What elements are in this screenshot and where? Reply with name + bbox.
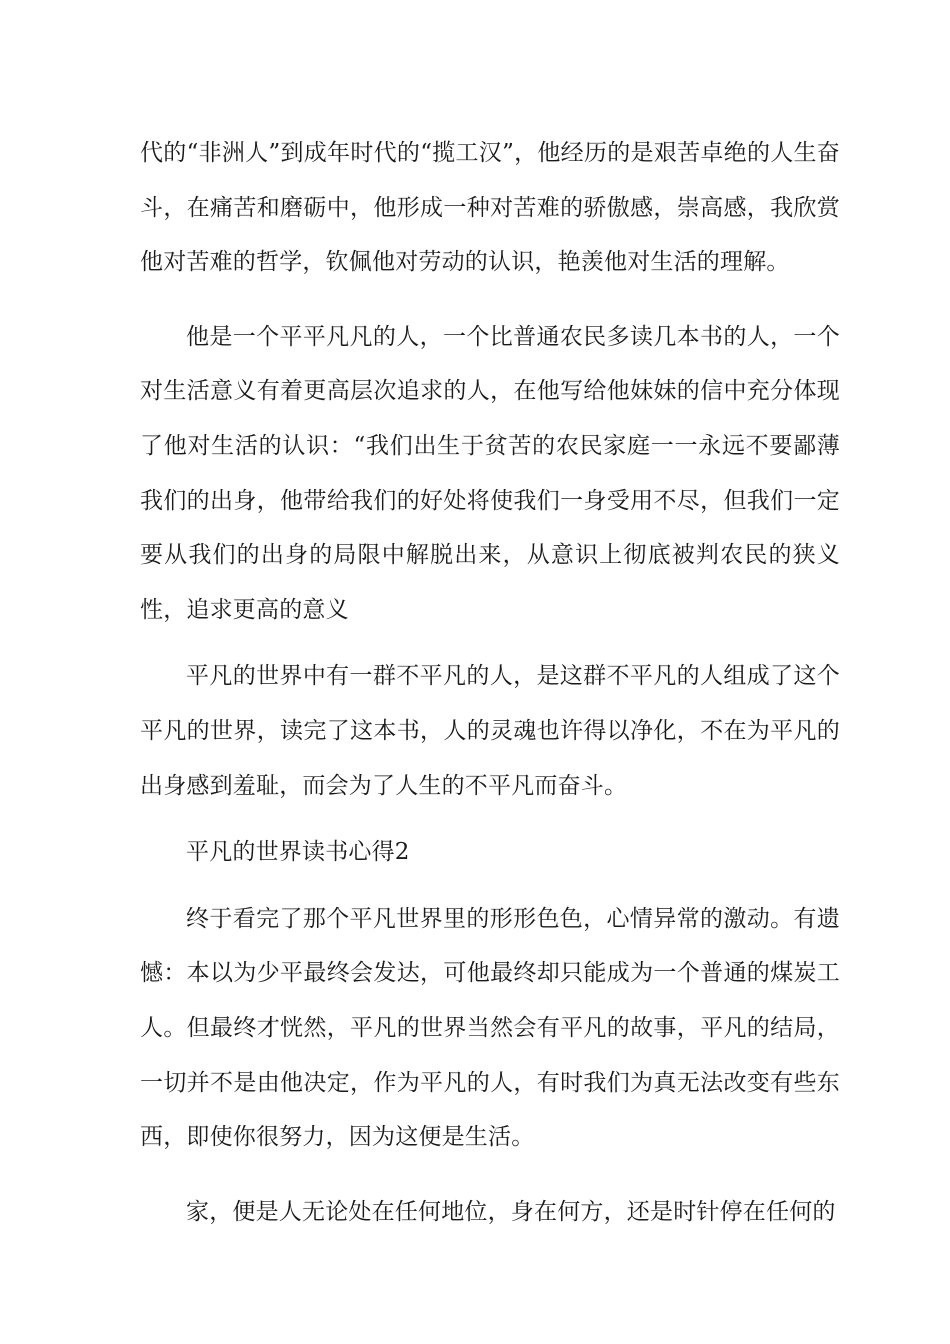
paragraph: 平凡的世界中有一群不平凡的人，是这群不平凡的人组成了这个平凡的世界，读完了这本书，人的灵魂也许得以净化，不在为平凡的出身感到羞耻，而会为了人生的不平凡而奋斗。 [140, 663, 840, 799]
section-heading: 平凡的世界读书心得2 [186, 839, 410, 866]
paragraph: 他是一个平平凡凡的人，一个比普通农民多读几本书的人，一个对生活意义有着更高层次追求的人，在他写给他妹妹的信中充分体现了他对生活的认识：“我们出生于贫苦的农民家庭一一永远不要鄙薄我们的出身，他带给我们的好处将使我们一身受用不尽，但我们一定要从我们的出身的局限中解脱出来，从意识上彻底被判农民的狭义性，追求更高的意义 [140, 323, 840, 623]
document-body [140, 126, 840, 1239]
paragraph-truncated: 家，便是人无论处在任何地位，身在何方，还是时针停在任何的 [186, 1198, 836, 1225]
paragraph-continued: 代的“非洲人”到成年时代的“揽工汉”，他经历的是艰苦卓绝的人生奋斗，在痛苦和磨砺中，他形成一种对苦难的骄傲感，崇高感，我欣赏他对苦难的哲学，钦佩他对劳动的认识，艳羡他对生活的理解。 [140, 140, 840, 276]
paragraph: 终于看完了那个平凡世界里的形形色色，心情异常的激动。有遗憾：本以为少平最终会发达，可他最终却只能成为一个普通的煤炭工人。但最终才恍然，平凡的世界当然会有平凡的故事，平凡的结局，一切并不是由他决定，作为平凡的人，有时我们为真无法改变有些东西，即使你很努力，因为这便是生活。 [140, 905, 840, 1151]
